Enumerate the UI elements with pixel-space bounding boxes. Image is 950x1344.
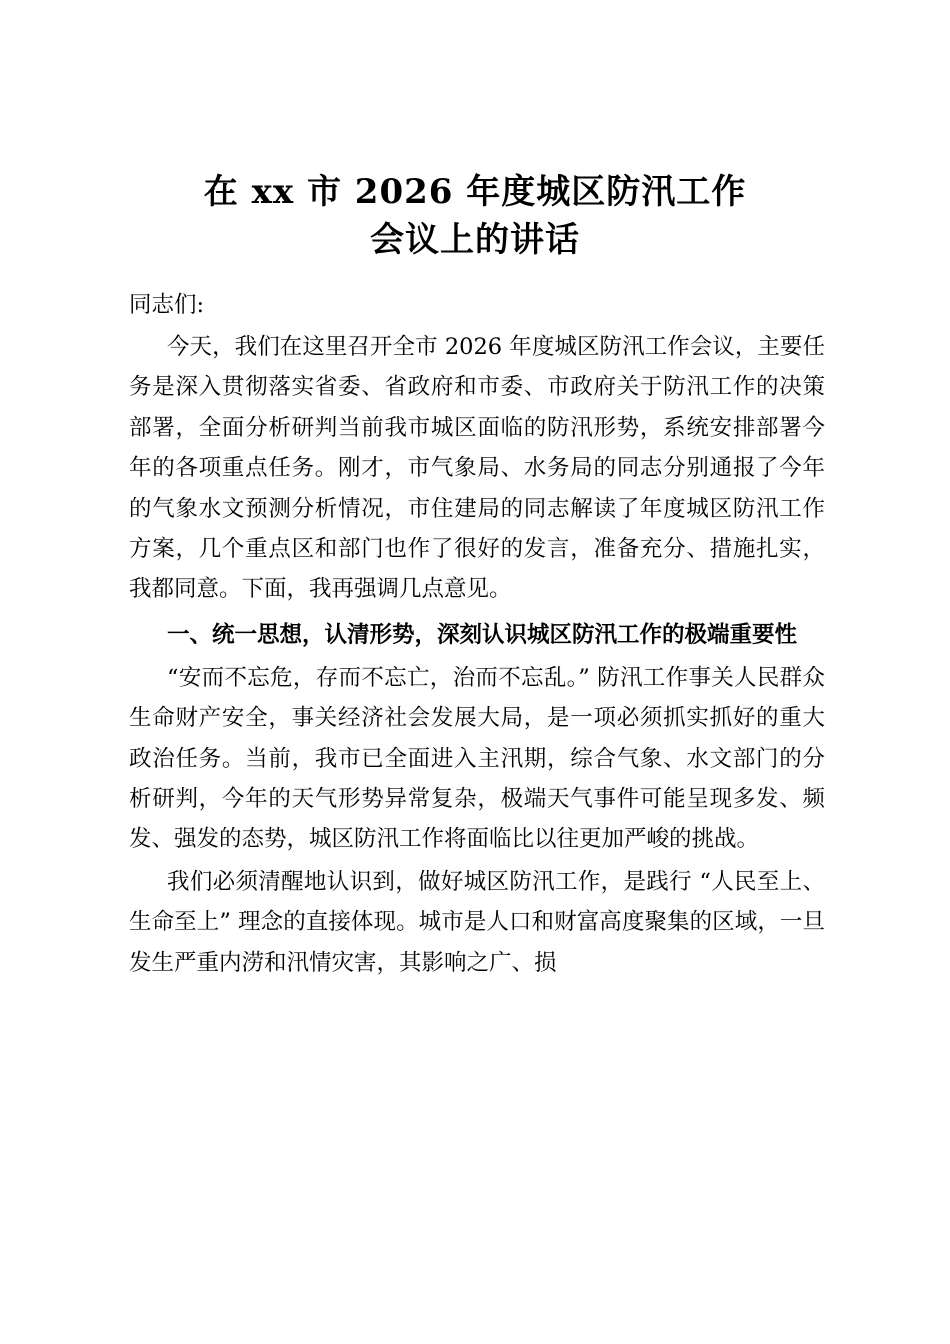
intro-paragraph: 今天，我们在这里召开全市 2026 年度城区防汛工作会议，主要任务是深入贯彻落实省委、省政府和市委、市政府关于防汛工作的决策部署，全面分析研判当前我市城区面临的防汛形势，系统安排部署今年的各项重点任务。刚才，市气象局、水务局的同志分别通报了今年的气象水文预测分析情况，市住建局的同志解读了年度城区防汛工作方案，几个重点区和部门也作了很好的发言，准备充分、措施扎实，我都同意。下面，我再强调几点意见。 [129,334,825,603]
document-body [129,327,825,983]
section-1-paragraph-1: “安而不忘危，存而不忘亡，治而不忘乱。” 防汛工作事关人民群众生命财产安全，事关经济社会发展大局，是一项必须抓实抓好的重大政治任务。当前，我市已全面进入主汛期，综合气象、水文部门的分析研判，今年的天气形势异常复杂，极端天气事件可能呈现多发、频发、强发的态势，城区防汛工作将面临比以往更加严峻的挑战。 [129,664,825,853]
salutation: 同志们: [129,292,205,318]
document-title-line-2: 会议上的讲话 [370,220,580,260]
section-1-heading: 一、统一思想，认清形势，深刻认识城区防汛工作的极端重要性 [167,621,798,648]
document-title-line-1: 在 xx 市 2026 年度城区防汛工作 [203,172,747,212]
section-1-paragraph-2: 我们必须清醒地认识到，做好城区防汛工作，是践行 “人民至上、生命至上” 理念的直接体现。城市是人口和财富高度聚集的区域，一旦发生严重内涝和汛情灾害，其影响之广、损 [129,868,825,976]
